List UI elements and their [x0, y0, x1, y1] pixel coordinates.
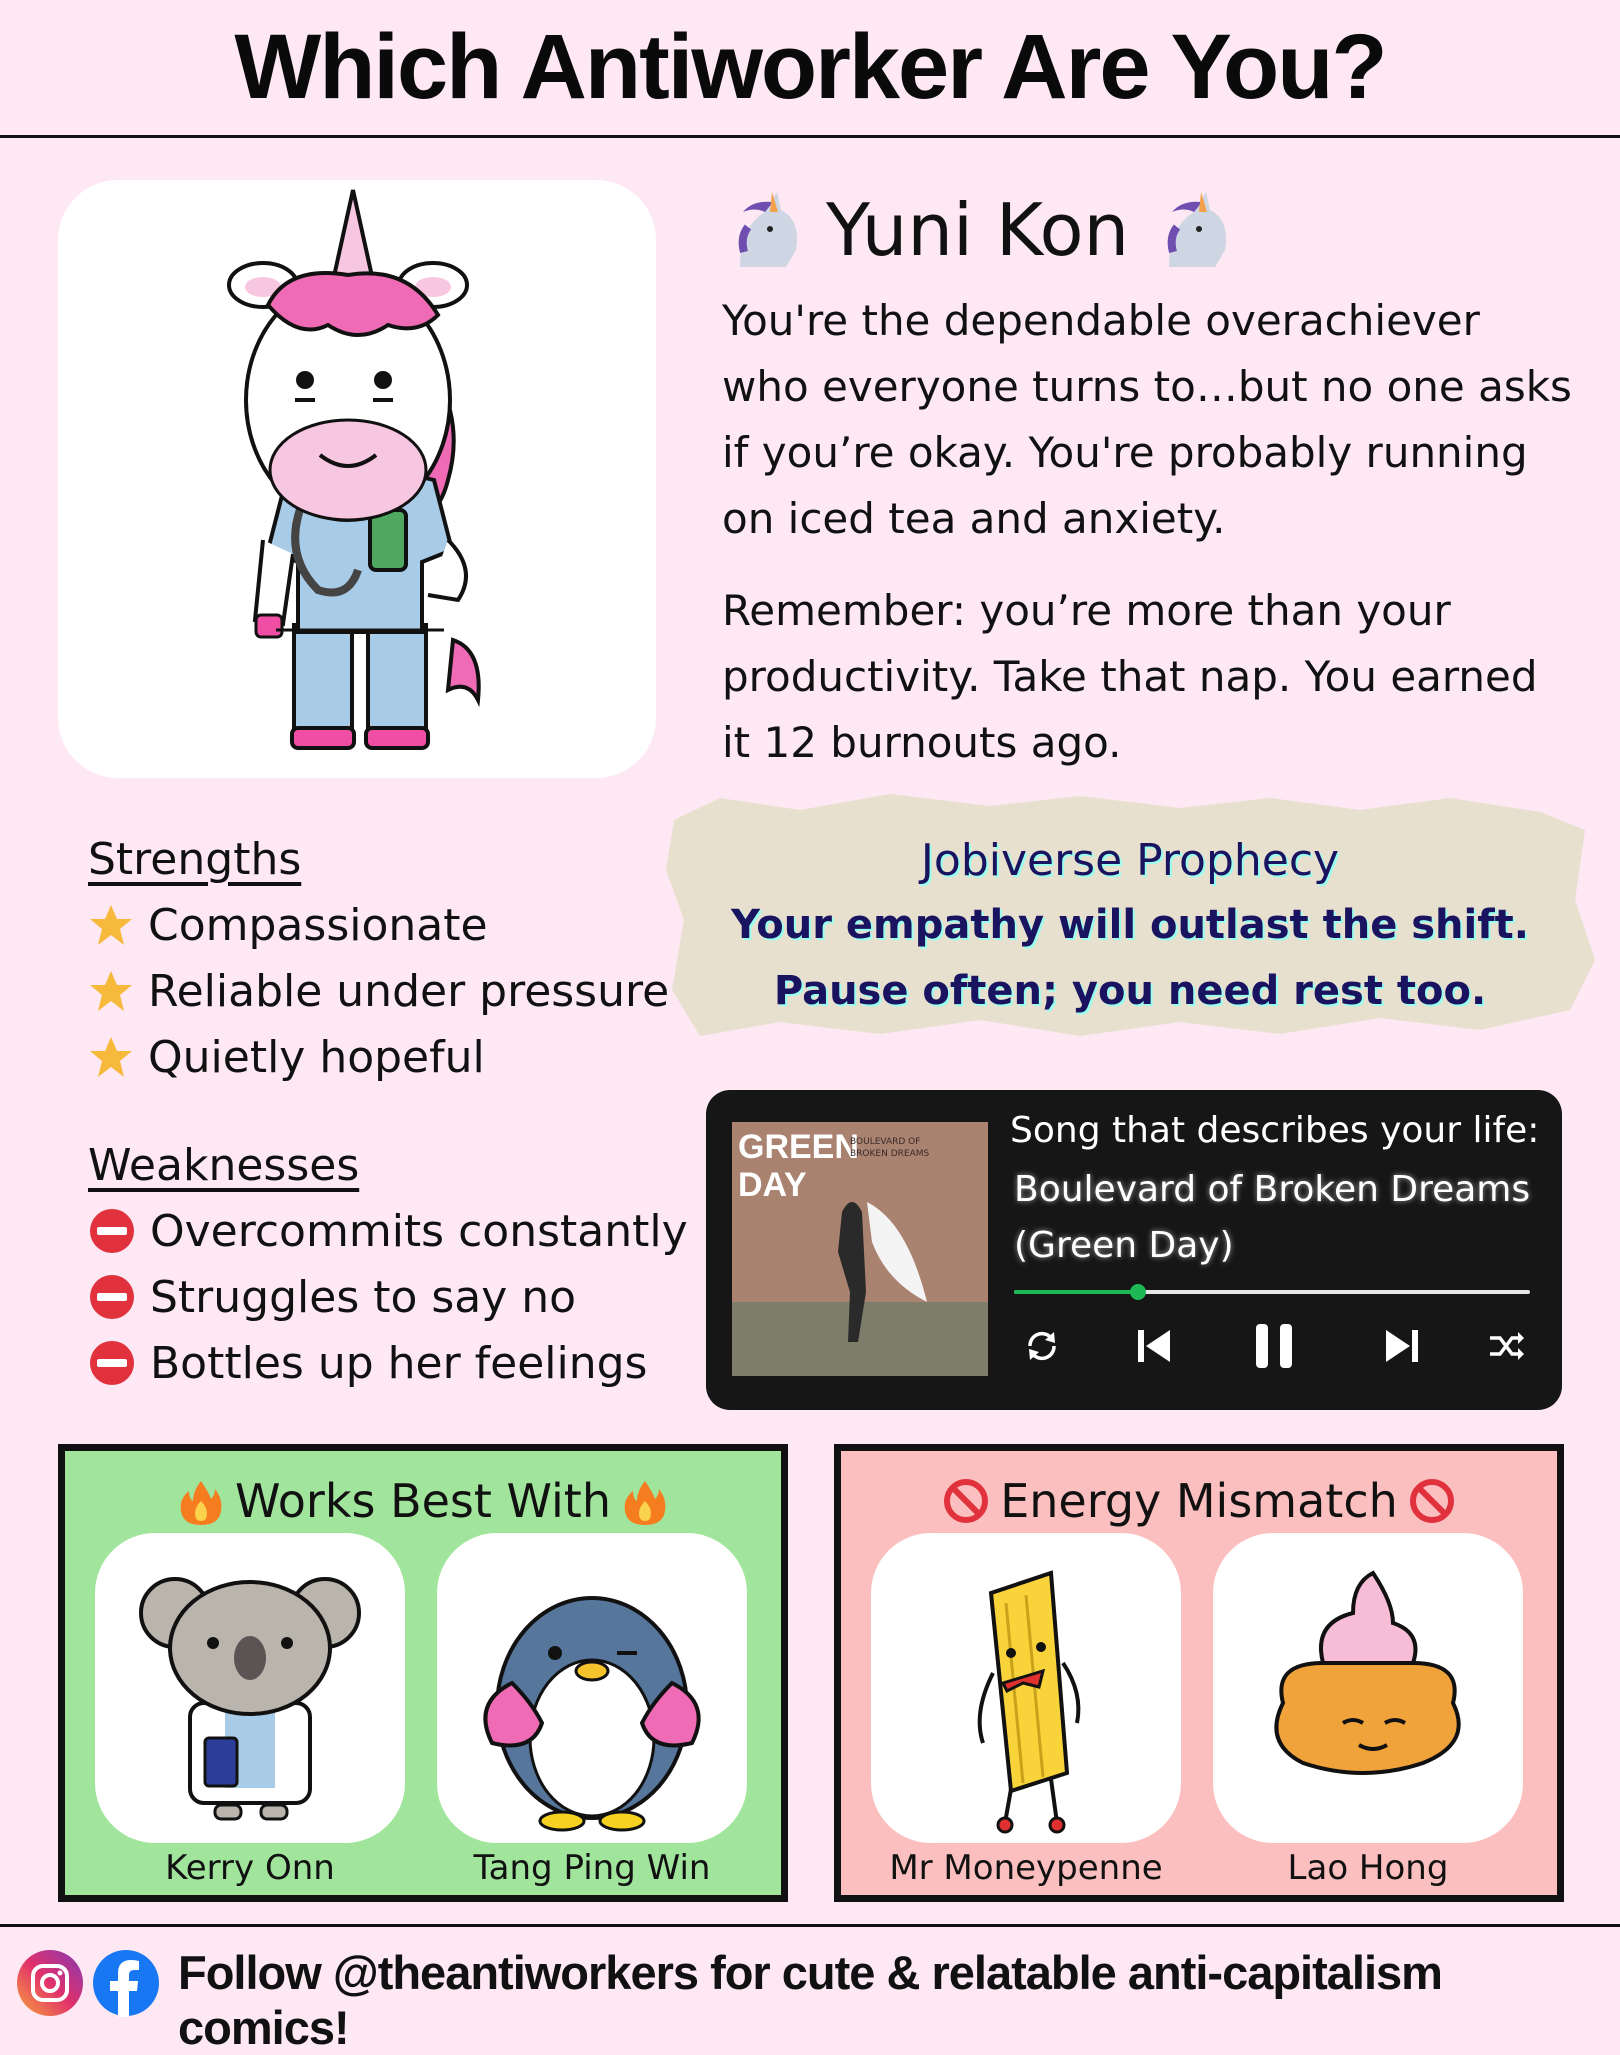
- penguin-icon: [437, 1533, 747, 1843]
- prohibited-icon: [942, 1477, 990, 1525]
- pal-card: [1213, 1533, 1523, 1843]
- pause-icon[interactable]: [1250, 1322, 1298, 1370]
- album-text: GREEN DAY: [738, 1128, 859, 1204]
- energy-mismatch-heading: Energy Mismatch: [1000, 1474, 1398, 1528]
- star-icon: [88, 968, 134, 1014]
- weaknesses-list: [88, 1134, 688, 1396]
- star-icon: [88, 1034, 134, 1080]
- no-entry-icon: [88, 1207, 136, 1255]
- fire-icon: [621, 1477, 669, 1525]
- pal-card: [95, 1533, 405, 1843]
- weaknesses-heading: Weaknesses: [88, 1140, 360, 1191]
- prophecy-line: Your empathy will outlast the shift.: [731, 902, 1529, 948]
- strength-label: Compassionate: [148, 899, 488, 951]
- weakness-label: Bottles up her feelings: [150, 1337, 648, 1389]
- energy-mismatch-header: [841, 1471, 1557, 1531]
- strength-label: Quietly hopeful: [148, 1031, 485, 1083]
- character-name: Yuni Kon: [826, 188, 1130, 272]
- progress-knob[interactable]: [1130, 1284, 1146, 1300]
- meringue-icon: [1213, 1533, 1523, 1843]
- prophecy-card: [660, 790, 1600, 1040]
- strength-item: [88, 892, 669, 958]
- song-label: Song that describes your life:: [1010, 1110, 1540, 1151]
- pal-name: Kerry Onn: [165, 1848, 335, 1888]
- works-best-with-heading: Works Best With: [235, 1474, 611, 1528]
- strength-item: [88, 1024, 669, 1090]
- footer: [0, 1924, 1620, 2054]
- works-best-with-header: [65, 1471, 781, 1531]
- progress-bar[interactable]: [1014, 1290, 1530, 1294]
- star-icon: [88, 902, 134, 948]
- prophecy-line: Pause often; you need rest too.: [773, 968, 1487, 1014]
- description-paragraph: Remember: you’re more than your productivity. Take that nap. You earned it 12 burnouts ago.: [722, 586, 1538, 767]
- weakness-label: Overcommits constantly: [150, 1205, 688, 1257]
- pal-card: [871, 1533, 1181, 1843]
- unicorn-icon: [1149, 187, 1235, 273]
- song-artist: (Green Day): [1014, 1225, 1234, 1266]
- strength-item: [88, 958, 669, 1024]
- footer-text: Follow @theantiworkers for cute & relatable anti-capitalism comics!: [178, 1946, 1442, 2054]
- no-entry-icon: [88, 1273, 136, 1321]
- strengths-list: [88, 828, 669, 1090]
- facebook-icon[interactable]: [92, 1949, 160, 2017]
- next-icon[interactable]: [1382, 1326, 1422, 1366]
- weakness-label: Struggles to say no: [150, 1271, 577, 1323]
- page-title: Which Antiworker Are You?: [0, 0, 1620, 138]
- energy-mismatch-panel: [834, 1444, 1564, 1902]
- album-cover: [732, 1122, 988, 1376]
- pal-name: Lao Hong: [1287, 1848, 1449, 1888]
- song-title-block: [1014, 1162, 1534, 1274]
- unicorn-nurse-illustration: [58, 180, 656, 778]
- unicorn-icon: [720, 187, 806, 273]
- no-entry-icon: [88, 1339, 136, 1387]
- weakness-item: [88, 1330, 688, 1396]
- character-illustration-card: [58, 180, 656, 778]
- pal-name: Mr Moneypenne: [889, 1848, 1163, 1888]
- fire-icon: [177, 1477, 225, 1525]
- shuffle-icon[interactable]: [1486, 1326, 1526, 1366]
- music-player: [706, 1090, 1562, 1410]
- album-subtext: BOULEVARD OF BROKEN DREAMS: [850, 1137, 930, 1159]
- prophecy-heading: Jobiverse Prophecy: [920, 835, 1340, 886]
- penne-pasta-icon: [871, 1533, 1181, 1843]
- strengths-heading: Strengths: [88, 834, 302, 885]
- prohibited-icon: [1408, 1477, 1456, 1525]
- weakness-item: [88, 1264, 688, 1330]
- koala-doctor-icon: [95, 1533, 405, 1843]
- weakness-item: [88, 1198, 688, 1264]
- pal-card: [437, 1533, 747, 1843]
- previous-icon[interactable]: [1134, 1326, 1174, 1366]
- pal-name: Tang Ping Win: [473, 1848, 711, 1888]
- progress-fill: [1014, 1290, 1138, 1294]
- character-description: [722, 288, 1572, 776]
- instagram-icon[interactable]: [16, 1949, 84, 2017]
- character-name-row: [720, 180, 1235, 280]
- song-title: Boulevard of Broken Dreams: [1014, 1169, 1531, 1210]
- works-best-with-panel: [58, 1444, 788, 1902]
- description-paragraph: You're the dependable overachiever who everyone turns to…but no one asks if you’re okay. You're probably running on iced tea and anxiety.: [722, 296, 1572, 543]
- strength-label: Reliable under pressure: [148, 965, 670, 1017]
- repeat-icon[interactable]: [1022, 1326, 1062, 1366]
